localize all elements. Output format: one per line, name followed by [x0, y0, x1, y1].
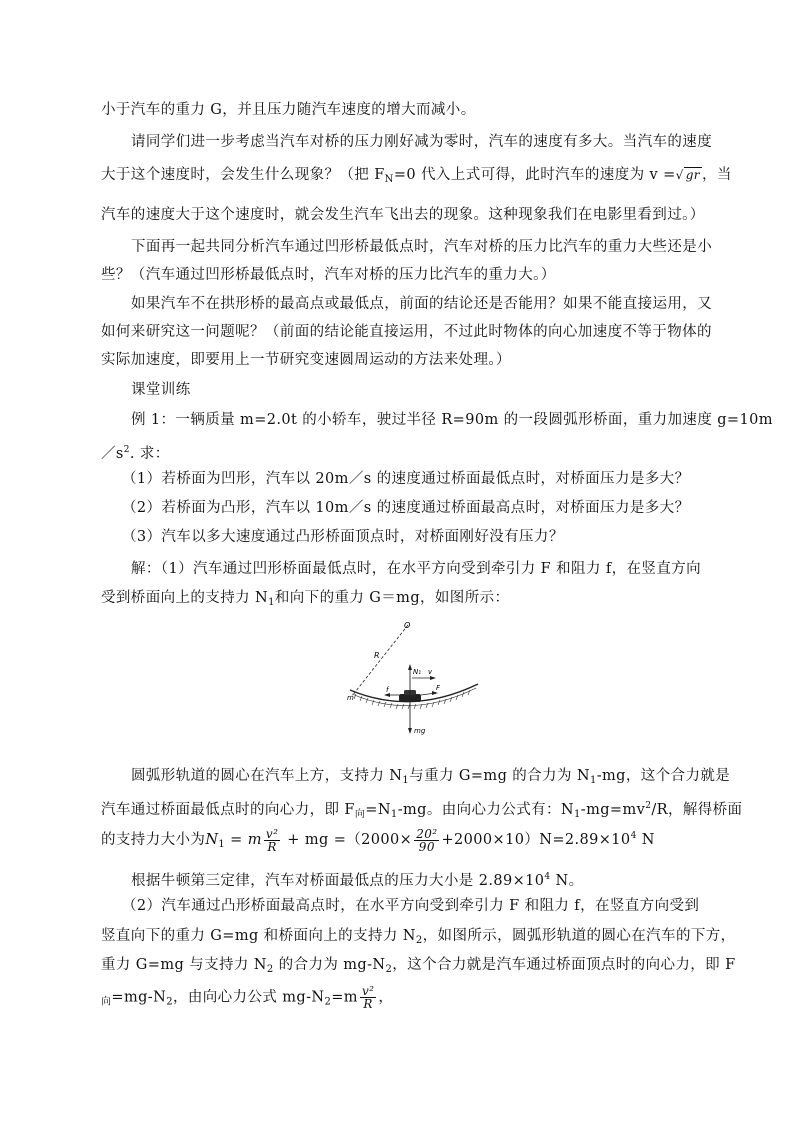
paragraph-line [131, 766, 751, 791]
subscript: 2 [385, 964, 393, 975]
text: 的合力为 mg-N [273, 957, 386, 973]
paragraph-line [101, 955, 736, 980]
denominator: R [363, 997, 373, 1011]
paragraph-line [131, 559, 751, 579]
text: （1）若桥面为凹形，汽车以 20m／s 的速度通过桥面最低点时，对桥面压力是多大？ [122, 471, 690, 487]
text: 圆弧形轨道的圆心在汽车上方，支持力 N [131, 768, 403, 784]
text: （3）汽车以多大速度通过凸形桥面顶点时，对桥面刚好没有压力？ [122, 529, 564, 545]
n1-arrow-icon [408, 664, 412, 670]
formula-text: = m [225, 832, 262, 848]
paragraph-line [101, 165, 732, 190]
text: 与重力 G=mg 的合力为 N [409, 768, 590, 784]
radius-line [352, 625, 408, 696]
radicand: gr [685, 168, 700, 182]
subscript: 2 [266, 964, 274, 975]
gravity-label: mg [414, 727, 426, 735]
text: 竖直向下的重力 G=mg 和桥面向上的支持力 N [101, 928, 416, 944]
text: 请同学们进一步考虑当汽车对桥的压力刚好减为零时，汽车的速度有多大。当汽车的速度 [131, 134, 713, 150]
text: -mg，这个合力就是 [596, 768, 731, 784]
superscript: 4 [544, 872, 551, 882]
text: /R，解得桥面 [651, 802, 743, 818]
text: ，由向心力公式 mg-N [172, 989, 325, 1006]
text: -mg=mv [580, 802, 646, 818]
section-heading [131, 380, 751, 400]
paragraph-line [101, 205, 721, 225]
formula-text: + mg =（2000× [282, 832, 413, 848]
paragraph-line [101, 440, 721, 464]
text: =0 代入上式可得，此时汽车的速度为 v = [393, 167, 676, 183]
text: （2）汽车通过凸形桥面最高点时，在水平方向受到牵引力 F 和阻力 f，在竖直方向受到 [122, 898, 700, 914]
subscript: 2 [324, 996, 332, 1008]
superscript: 4 [630, 831, 637, 841]
text: 受到桥面向上的支持力 N [101, 590, 269, 606]
subscript: 1 [390, 809, 398, 820]
text: 小于汽车的重力 G，并且压力随汽车速度的增大而减小。 [101, 102, 476, 118]
subscript: 1 [402, 775, 410, 786]
n1-label: N₁ [413, 668, 422, 676]
text: 大于这个速度时，会发生什么现象？（把 F [101, 167, 385, 183]
paragraph-line [101, 322, 721, 342]
paragraph-line [131, 294, 751, 314]
formula-text: +2000×10）N=2.89×10 [441, 832, 631, 848]
velocity-arrow-icon [430, 676, 436, 680]
text: 如何来研究这一问题呢？（前面的结论能直接运用，不过此时物体的向心加速度不等于物体的 [101, 324, 712, 340]
text: N。 [550, 873, 584, 889]
radius-label: R [374, 651, 380, 660]
text: 下面再一起共同分析汽车通过凹形桥最低点时，汽车对桥的压力比汽车的重力大些还是小 [131, 239, 713, 255]
paragraph-line [122, 896, 742, 916]
text: 和向下的重力 G＝mg，如图所示： [274, 590, 510, 606]
text: =N [365, 802, 391, 818]
text: 实际加速度，即要用上一节研究变速圆周运动的方法来处理。） [101, 352, 511, 368]
friction-label: f [386, 686, 389, 694]
denominator: R [267, 839, 277, 854]
formula-line [101, 826, 721, 855]
question-1 [122, 469, 742, 489]
text: 汽车的速度大于这个速度时，就会发生汽车飞出去的现象。这种现象我们在电影里看到过。） [101, 207, 705, 223]
subscript: 向 [354, 809, 366, 820]
numerator: v² [265, 826, 279, 841]
formula-text: N [636, 832, 655, 848]
question-3 [122, 527, 742, 547]
denominator: 90 [418, 839, 435, 854]
paragraph-line [131, 237, 751, 257]
subscript: 2 [166, 996, 173, 1008]
paragraph-line [101, 796, 743, 825]
text: ，这个合力就是汽车通过桥面顶点时的向心力，即 F [392, 957, 736, 973]
fraction [264, 828, 280, 853]
numerator: 20² [416, 826, 438, 841]
text: -mg。由向心力公式有：N [397, 802, 575, 818]
subscript: 2 [415, 935, 423, 946]
text: 些？（汽车通过凹形桥最低点时，汽车对桥的压力比汽车的重力大。） [101, 267, 556, 283]
paragraph-line [101, 265, 721, 285]
paragraph-line [131, 410, 773, 430]
paragraph-line [101, 350, 721, 370]
subscript: 1 [268, 597, 275, 608]
formula-line [101, 985, 721, 1013]
text: ，当 [701, 167, 732, 183]
subscript: 1 [218, 839, 226, 850]
fraction [414, 828, 439, 853]
velocity-label: v [428, 668, 433, 676]
text: 重力 G=mg 与支持力 N [101, 957, 267, 973]
paragraph-line [101, 926, 736, 951]
formula-var: N [205, 832, 219, 848]
mg-arrow-icon [408, 728, 412, 734]
text: ， [378, 989, 394, 1006]
subscript: N [384, 174, 394, 185]
text: 课堂训练 [131, 382, 191, 398]
text: （2）若桥面为凸形，汽车以 10m／s 的速度通过桥面最高点时，对桥面压力是多大？ [122, 500, 690, 516]
endpoint-label: m [347, 694, 354, 702]
text: ／s [101, 446, 124, 462]
traction-label: F [436, 684, 441, 692]
text: 解：（1）汽车通过凹形桥面最低点时，在水平方向受到牵引力 F 和阻力 f，在竖直方向 [131, 561, 702, 577]
paragraph-line [131, 132, 751, 152]
concave-bridge-figure [340, 614, 490, 744]
center-label: O [404, 621, 411, 630]
numerator: v² [361, 984, 375, 998]
subscript: 1 [574, 809, 581, 820]
text: =m [331, 989, 358, 1006]
superscript: 2 [123, 445, 130, 455]
text: . 求： [129, 446, 170, 462]
paragraph-line [101, 100, 721, 120]
subscript: 1 [589, 775, 597, 786]
superscript: 2 [645, 801, 652, 811]
fraction [360, 985, 376, 1010]
question-2 [122, 498, 742, 518]
paragraph-line [101, 588, 721, 613]
subscript: 向 [101, 996, 112, 1008]
text: 根据牛顿第三定律，汽车对桥面最低点的压力大小是 2.89×10 [131, 873, 545, 889]
sqrt-formula: √ gr [675, 168, 700, 182]
paragraph-line [131, 867, 751, 891]
text: ，如图所示，圆弧形轨道的圆心在汽车的下方， [422, 928, 736, 944]
text: =mg-N [111, 989, 167, 1006]
text: 如果汽车不在拱形桥的最高点或最低点，前面的结论还是否能用？如果不能直接运用，又 [131, 296, 713, 312]
text: 汽车通过桥面最低点时的向心力，即 F [101, 802, 355, 818]
text: 的支持力大小为 [101, 832, 206, 848]
text: 例 1：一辆质量 m=2.0t 的小轿车，驶过半径 R=90m 的一段圆弧形桥面，重力加速度 g=10m [131, 412, 773, 428]
